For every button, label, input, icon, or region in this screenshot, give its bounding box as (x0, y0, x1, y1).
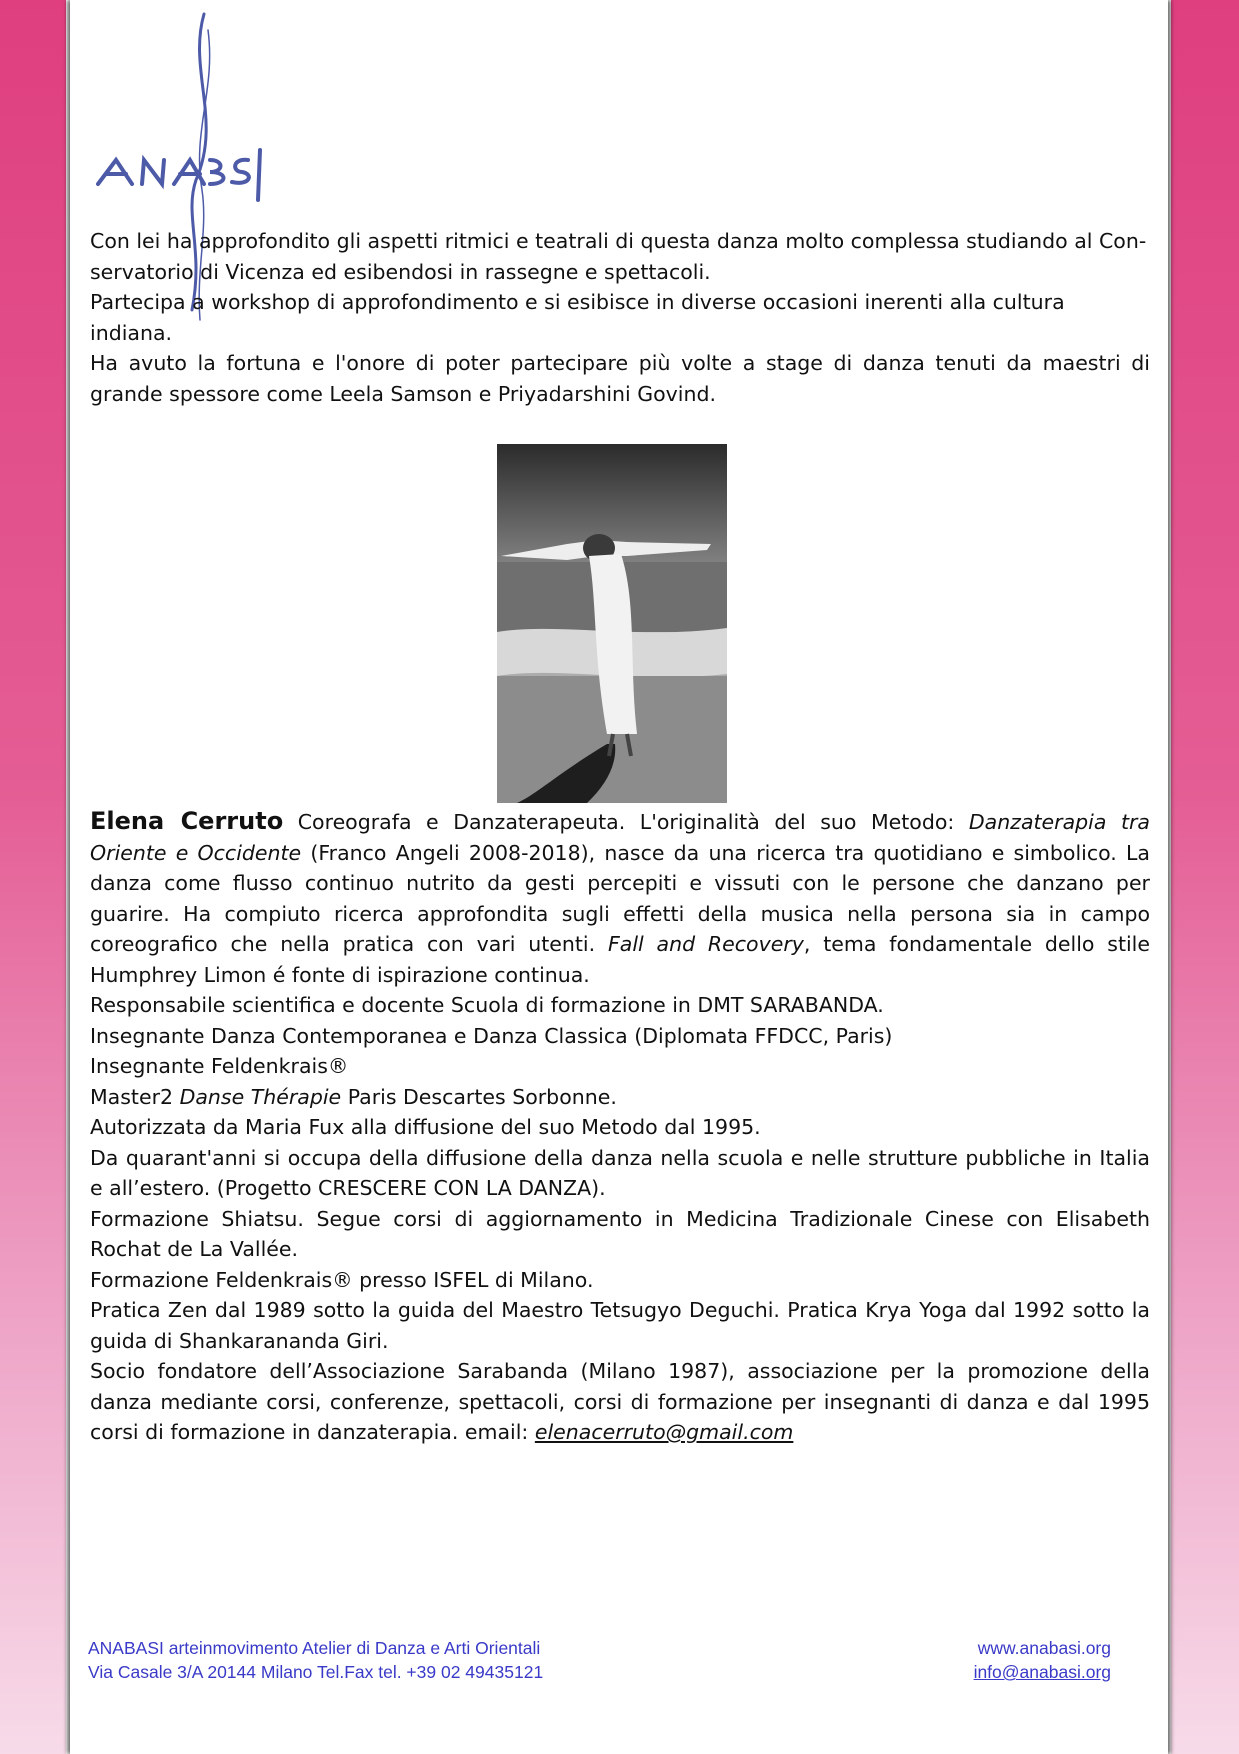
intro-line-1: Con lei ha approfondito gli aspetti ritmici e teatrali di questa danza molto complessa studiando al Con- (90, 229, 1147, 253)
bio-line-8: Formazione Feldenkrais® presso ISFEL di Milano. (90, 1267, 594, 1292)
footer-line-1: ANABASI arteinmovimento Atelier di Danza e Arti Orientali (88, 1638, 541, 1658)
bio-line-3: Insegnante Feldenkrais® (90, 1054, 349, 1078)
bio-name: Elena Cerruto (90, 807, 284, 835)
footer-website-link[interactable]: www.anabasi.org (977, 1638, 1111, 1658)
bio-p1-a: Coreografa e Danzaterapeuta. L'originalità del suo Metodo: (283, 810, 969, 834)
intro-line-2: servatorio di Vicenza ed esibendosi in rassegne e spettacoli. (90, 259, 711, 284)
bio-fall-recovery: Fall and Recovery (607, 932, 804, 956)
bio-line-10 (90, 1356, 1150, 1448)
intro-paragraph-2: Ha avuto la fortuna e l'onore di poter partecipare più volte a stage di danza tenuti da maestri di grande spessore come Leela Samson e Priyadarshini Govind. (90, 351, 1150, 406)
bio-line-6: Da quarant'anni si occupa della diffusione della danza nella scuola e nelle strutture pubbliche in Italia e all’estero. (Progetto CRESCERE CON LA DANZA). (90, 1145, 1150, 1200)
dancer-photo (497, 444, 727, 803)
footer-contacts (974, 1636, 1111, 1684)
bio-book-title: Danzaterapia tra Oriente e Occidente (90, 810, 1150, 865)
footer-email-link[interactable]: info@anabasi.org (973, 1662, 1111, 1682)
bio-line-9: Pratica Zen dal 1989 sotto la guida del Maestro Tetsugyo Deguchi. Pratica Krya Yoga dal 1992 sotto la guida di Shankarananda Giri. (90, 1298, 1150, 1353)
bio-l4-c: Paris Descartes Sorbonne. (341, 1084, 617, 1109)
intro-section (90, 226, 1150, 409)
bio-line-4 (90, 1082, 1150, 1113)
footer-address (88, 1636, 543, 1684)
bio-line-5: Autorizzata da Maria Fux alla diffusione del suo Metodo dal 1995. (90, 1115, 761, 1139)
bio-line-7: Formazione Shiatsu. Segue corsi di aggiornamento in Medicina Tradizionale Cinese con Elisabeth Rochat de La Vallée. (90, 1206, 1150, 1261)
bio-email-link[interactable]: elenacerruto@gmail.com (534, 1420, 794, 1444)
bio-p1-b: (Franco Angeli 2008-2018), nasce da una ricerca tra quotidiano e simbolico. La danza come flusso continuo nutrito da gesti percepiti e vissuti con le persone che danzano per guarire. Ha compiuto ricerca approfondita sugli effetti della musica nella persona sia in campo coreografico che nella pratica con vari utenti. (90, 840, 1150, 956)
right-pink-band (1171, 0, 1239, 1754)
intro-line-3: Partecipa a workshop di approfondimento e si esibisce in diverse occasioni inerenti alla cultura indiana. (90, 290, 1065, 345)
bio-section (90, 806, 1150, 1448)
bio-p1-c: , tema fondamentale dello stile Humphrey Limon é fonte di ispirazione continua. (90, 932, 1150, 987)
bio-line-1: Responsabile scientifica e docente Scuola di formazione in DMT SARABANDA. (90, 993, 884, 1017)
bio-line-2: Insegnante Danza Contemporanea e Danza Classica (Diplomata FFDCC, Paris) (90, 1023, 893, 1048)
footer-line-2: Via Casale 3/A 20144 Milano Tel.Fax tel. +39 02 49435121 (88, 1662, 544, 1682)
bio-l4-a: Master2 (90, 1084, 180, 1109)
bio-paragraph-1 (90, 806, 1150, 990)
bio-l10-text: Socio fondatore dell’Associazione Sarabanda (Milano 1987), associazione per la promozione della danza mediante corsi, conferenze, spettacoli, corsi di formazione per insegnanti di danza e dal 1995 corsi di formazione in danzaterapia. email: (90, 1359, 1150, 1444)
bio-l4-b: Danse Thérapie (179, 1084, 342, 1109)
left-pink-band (0, 0, 66, 1754)
